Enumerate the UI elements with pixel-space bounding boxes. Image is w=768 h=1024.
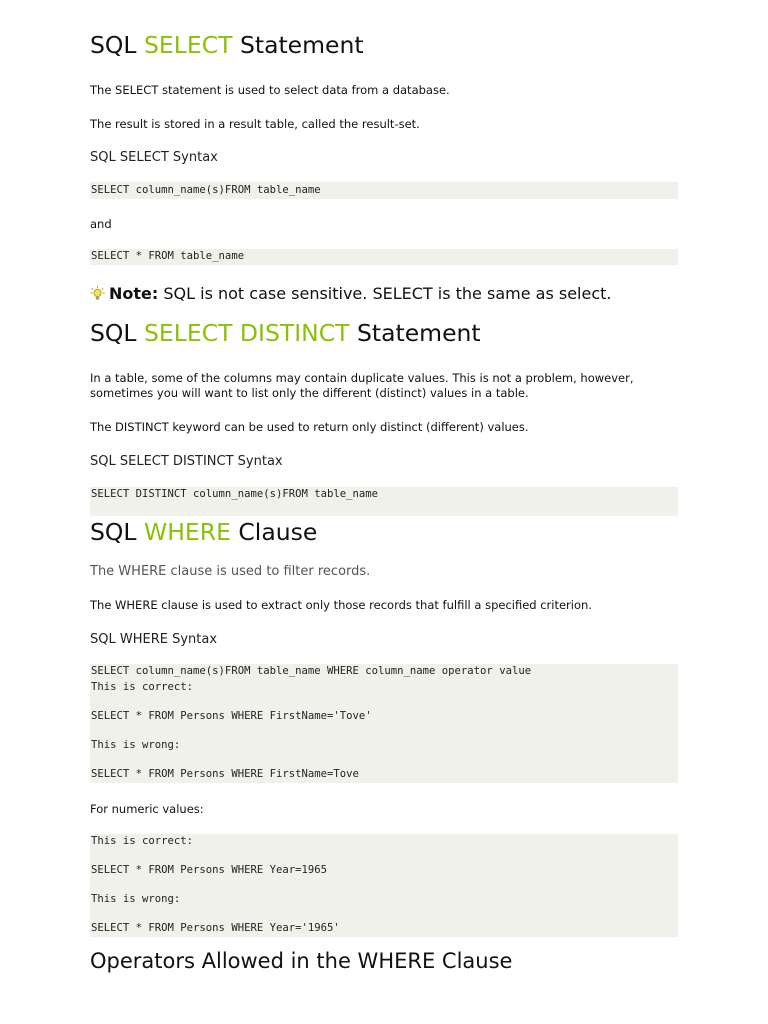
select-description: The SELECT statement is used to select data from a database. <box>90 83 450 97</box>
select-syntax-heading: SQL SELECT Syntax <box>90 150 218 165</box>
distinct-description: In a table, some of the columns may contain duplicate values. This is not a problem, however, sometimes you will want to list only the different (distinct) values in a table. <box>90 371 634 400</box>
select-all-code <box>90 249 678 265</box>
distinct-syntax-code <box>90 487 678 516</box>
heading-prefix: SQL <box>90 319 144 347</box>
lightbulb-icon <box>90 286 105 301</box>
code-line: SELECT * FROM Persons WHERE Year=1965 <box>91 864 327 876</box>
select-syntax-code <box>90 182 678 199</box>
where-syntax-code <box>90 664 678 783</box>
heading-prefix: SQL <box>90 518 144 546</box>
code-line: This is wrong: <box>91 739 181 751</box>
distinct-syntax-heading: SQL SELECT DISTINCT Syntax <box>90 454 283 469</box>
operators-heading: Operators Allowed in the WHERE Clause <box>90 949 513 973</box>
code-line: This is correct: <box>91 835 194 847</box>
select-result-text: The result is stored in a result table, called the result-set. <box>90 117 420 131</box>
code-line: SELECT * FROM table_name <box>91 250 245 262</box>
heading-keyword: SELECT <box>143 31 233 59</box>
code-line: SELECT * FROM Persons WHERE FirstName='Tove' <box>91 710 372 722</box>
where-lead: The WHERE clause is used to filter records. <box>90 564 371 579</box>
heading-suffix: Statement <box>232 31 364 59</box>
code-line: SELECT DISTINCT column_name(s)FROM table_name <box>91 488 379 500</box>
select-heading <box>90 31 364 59</box>
numeric-example-code <box>90 834 678 937</box>
code-line: SELECT * FROM Persons WHERE FirstName=Tove <box>91 768 359 780</box>
code-line: SELECT column_name(s)FROM table_name <box>91 184 321 196</box>
heading-suffix: Statement <box>349 319 481 347</box>
distinct-keyword-text: The DISTINCT keyword can be used to return only distinct (different) values. <box>90 420 529 434</box>
code-line: SELECT * FROM Persons WHERE Year='1965' <box>91 922 340 934</box>
heading-keyword: SELECT DISTINCT <box>143 319 350 347</box>
where-heading <box>90 518 317 546</box>
code-line: This is wrong: <box>91 893 181 905</box>
case-note <box>90 284 611 303</box>
code-line: This is correct: <box>91 681 194 693</box>
heading-prefix: SQL <box>90 31 144 59</box>
and-text: and <box>90 217 112 231</box>
note-label: Note: <box>109 284 159 303</box>
heading-keyword: WHERE <box>143 518 231 546</box>
distinct-heading <box>90 319 481 347</box>
where-description: The WHERE clause is used to extract only those records that fulfill a specified criterion. <box>90 598 592 612</box>
code-line: SELECT column_name(s)FROM table_name WHERE column_name operator value <box>91 665 532 677</box>
where-syntax-heading: SQL WHERE Syntax <box>90 632 218 647</box>
numeric-values-text: For numeric values: <box>90 802 204 816</box>
heading-suffix: Clause <box>230 518 318 546</box>
note-text: SQL is not case sensitive. SELECT is the same as select. <box>158 284 612 303</box>
